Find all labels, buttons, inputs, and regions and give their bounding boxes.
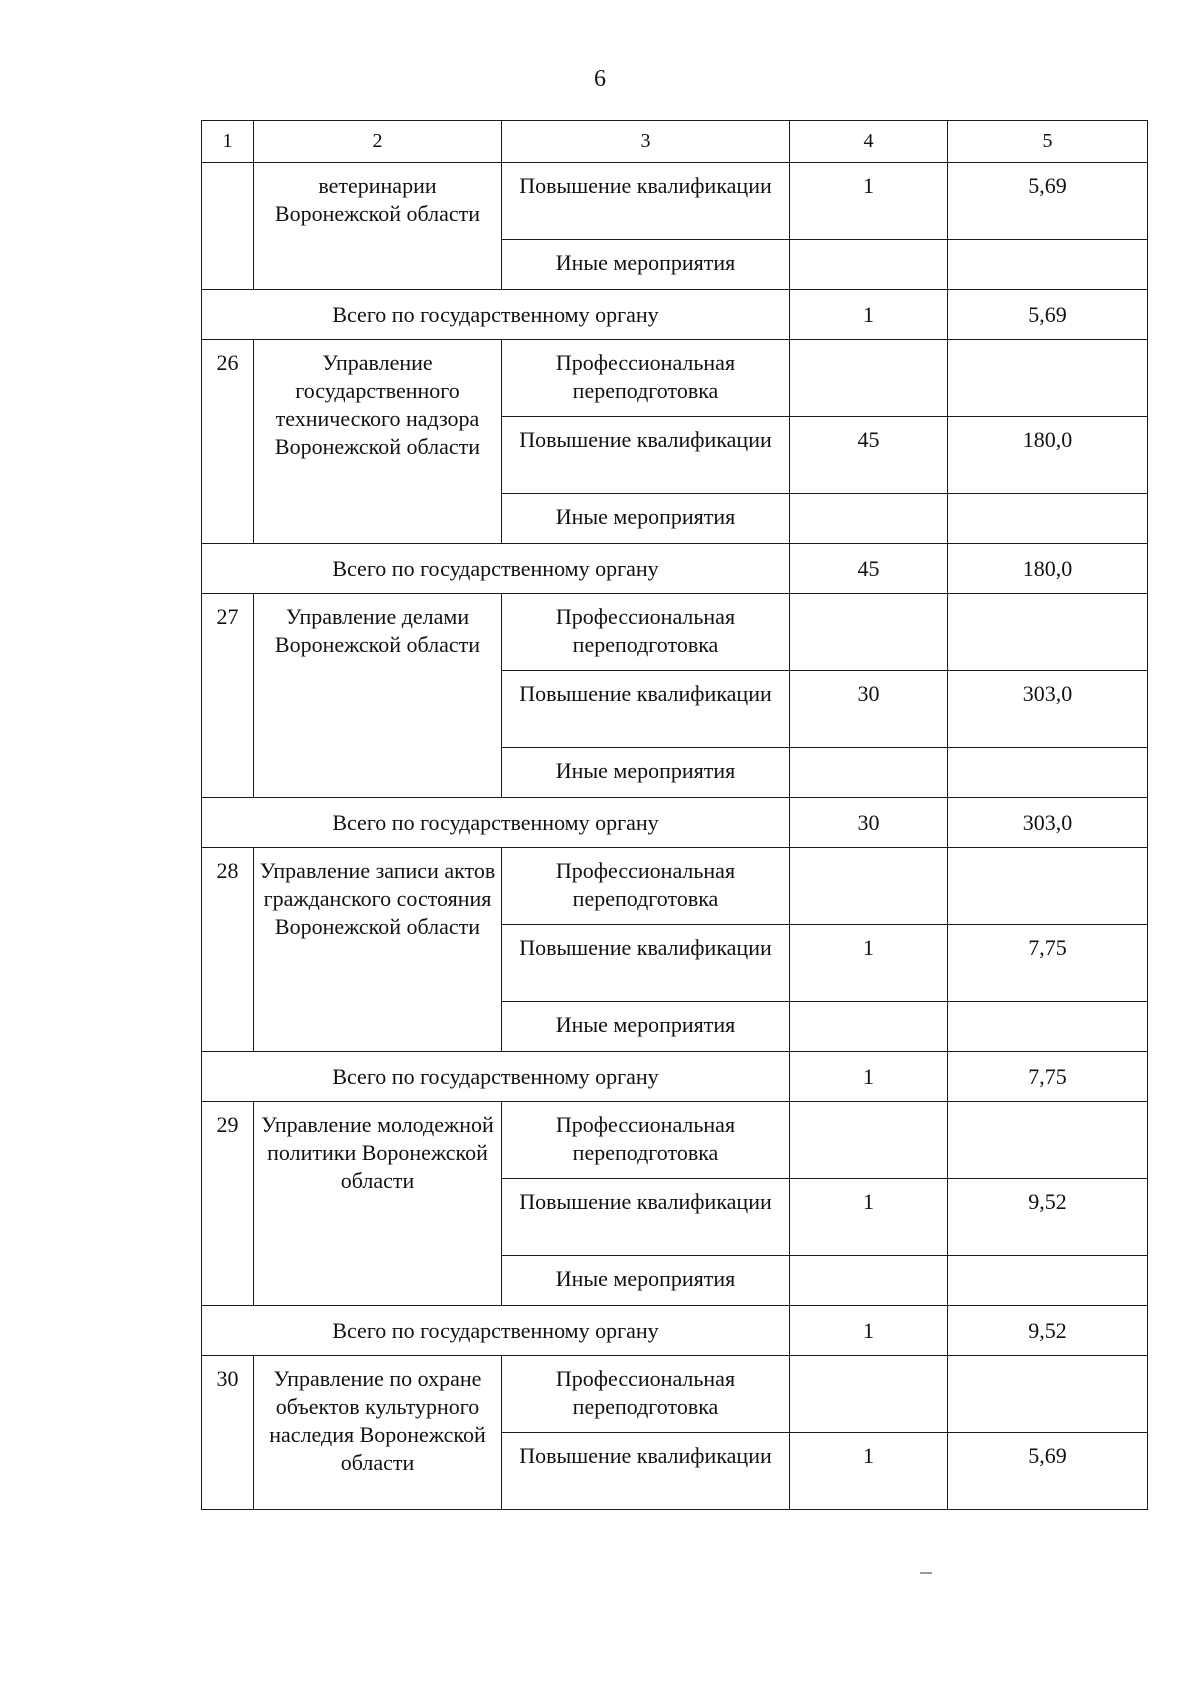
org-name: Управление записи актов гражданского состояния Воронежской области <box>254 848 502 1052</box>
cost-value <box>948 748 1148 798</box>
participant-count: 45 <box>790 417 948 494</box>
participant-count <box>790 1356 948 1433</box>
cost-value: 5,69 <box>948 163 1148 240</box>
activity-name: Иные мероприятия <box>502 494 790 544</box>
total-label: Всего по государственному органу <box>202 798 790 848</box>
table-row <box>202 163 1148 240</box>
total-sum: 7,75 <box>948 1052 1148 1102</box>
cost-value: 180,0 <box>948 417 1148 494</box>
activity-name: Повышение квалификации <box>502 925 790 1002</box>
total-row <box>202 1306 1148 1356</box>
column-number: 4 <box>790 121 948 163</box>
table-row <box>202 1102 1148 1179</box>
cost-value <box>948 1002 1148 1052</box>
total-sum: 303,0 <box>948 798 1148 848</box>
activity-name: Повышение квалификации <box>502 671 790 748</box>
table-row <box>202 848 1148 925</box>
scan-mark <box>920 1572 932 1574</box>
table-row <box>202 1356 1148 1433</box>
participant-count: 1 <box>790 163 948 240</box>
org-name: Управление по охране объектов культурного наследия Воронежской области <box>254 1356 502 1510</box>
org-name: Управление делами Воронежской области <box>254 594 502 798</box>
total-row <box>202 290 1148 340</box>
activity-name: Иные мероприятия <box>502 240 790 290</box>
column-number: 2 <box>254 121 502 163</box>
participant-count <box>790 1002 948 1052</box>
row-number: 28 <box>202 848 254 1052</box>
participant-count: 30 <box>790 671 948 748</box>
total-row <box>202 1052 1148 1102</box>
activity-name: Профессиональная переподготовка <box>502 594 790 671</box>
column-number-row <box>202 121 1148 163</box>
participant-count <box>790 1102 948 1179</box>
total-row <box>202 544 1148 594</box>
participant-count <box>790 594 948 671</box>
participant-count <box>790 494 948 544</box>
cost-value <box>948 1256 1148 1306</box>
activity-name: Профессиональная переподготовка <box>502 848 790 925</box>
page-number: 6 <box>594 66 606 92</box>
column-number: 3 <box>502 121 790 163</box>
activity-name: Повышение квалификации <box>502 417 790 494</box>
cost-value: 5,69 <box>948 1433 1148 1510</box>
org-name: Управление государственного технического надзора Воронежской области <box>254 340 502 544</box>
cost-value: 7,75 <box>948 925 1148 1002</box>
column-number: 5 <box>948 121 1148 163</box>
table-row <box>202 594 1148 671</box>
total-count: 1 <box>790 1306 948 1356</box>
participant-count: 1 <box>790 925 948 1002</box>
cost-value: 9,52 <box>948 1179 1148 1256</box>
participant-count <box>790 848 948 925</box>
total-label: Всего по государственному органу <box>202 290 790 340</box>
row-number-cell <box>202 163 254 290</box>
total-label: Всего по государственному органу <box>202 1306 790 1356</box>
cost-value <box>948 240 1148 290</box>
participant-count <box>790 240 948 290</box>
row-number: 29 <box>202 1102 254 1306</box>
cost-value <box>948 848 1148 925</box>
activity-name: Профессиональная переподготовка <box>502 340 790 417</box>
cost-value <box>948 594 1148 671</box>
total-sum: 180,0 <box>948 544 1148 594</box>
cost-value <box>948 340 1148 417</box>
activity-name: Повышение квалификации <box>502 1433 790 1510</box>
total-label: Всего по государственному органу <box>202 544 790 594</box>
org-name: ветеринарии Воронежской области <box>254 163 502 290</box>
row-number: 30 <box>202 1356 254 1510</box>
total-sum: 5,69 <box>948 290 1148 340</box>
activity-name: Иные мероприятия <box>502 1002 790 1052</box>
participant-count: 1 <box>790 1179 948 1256</box>
cost-value: 303,0 <box>948 671 1148 748</box>
activity-name: Профессиональная переподготовка <box>502 1356 790 1433</box>
participant-count <box>790 340 948 417</box>
total-label: Всего по государственному органу <box>202 1052 790 1102</box>
cost-value <box>948 1102 1148 1179</box>
participant-count <box>790 1256 948 1306</box>
row-number: 26 <box>202 340 254 544</box>
column-number: 1 <box>202 121 254 163</box>
activity-name: Повышение квалификации <box>502 1179 790 1256</box>
activity-name: Профессиональная переподготовка <box>502 1102 790 1179</box>
activity-name: Иные мероприятия <box>502 1256 790 1306</box>
total-count: 1 <box>790 290 948 340</box>
total-count: 1 <box>790 1052 948 1102</box>
cost-value <box>948 494 1148 544</box>
table-row <box>202 340 1148 417</box>
participant-count: 1 <box>790 1433 948 1510</box>
total-sum: 9,52 <box>948 1306 1148 1356</box>
cost-value <box>948 1356 1148 1433</box>
total-count: 45 <box>790 544 948 594</box>
total-count: 30 <box>790 798 948 848</box>
row-number: 27 <box>202 594 254 798</box>
activity-name: Повышение квалификации <box>502 163 790 240</box>
activity-name: Иные мероприятия <box>502 748 790 798</box>
training-table <box>201 120 1148 1510</box>
org-name: Управление молодежной политики Воронежской области <box>254 1102 502 1306</box>
total-row <box>202 798 1148 848</box>
participant-count <box>790 748 948 798</box>
